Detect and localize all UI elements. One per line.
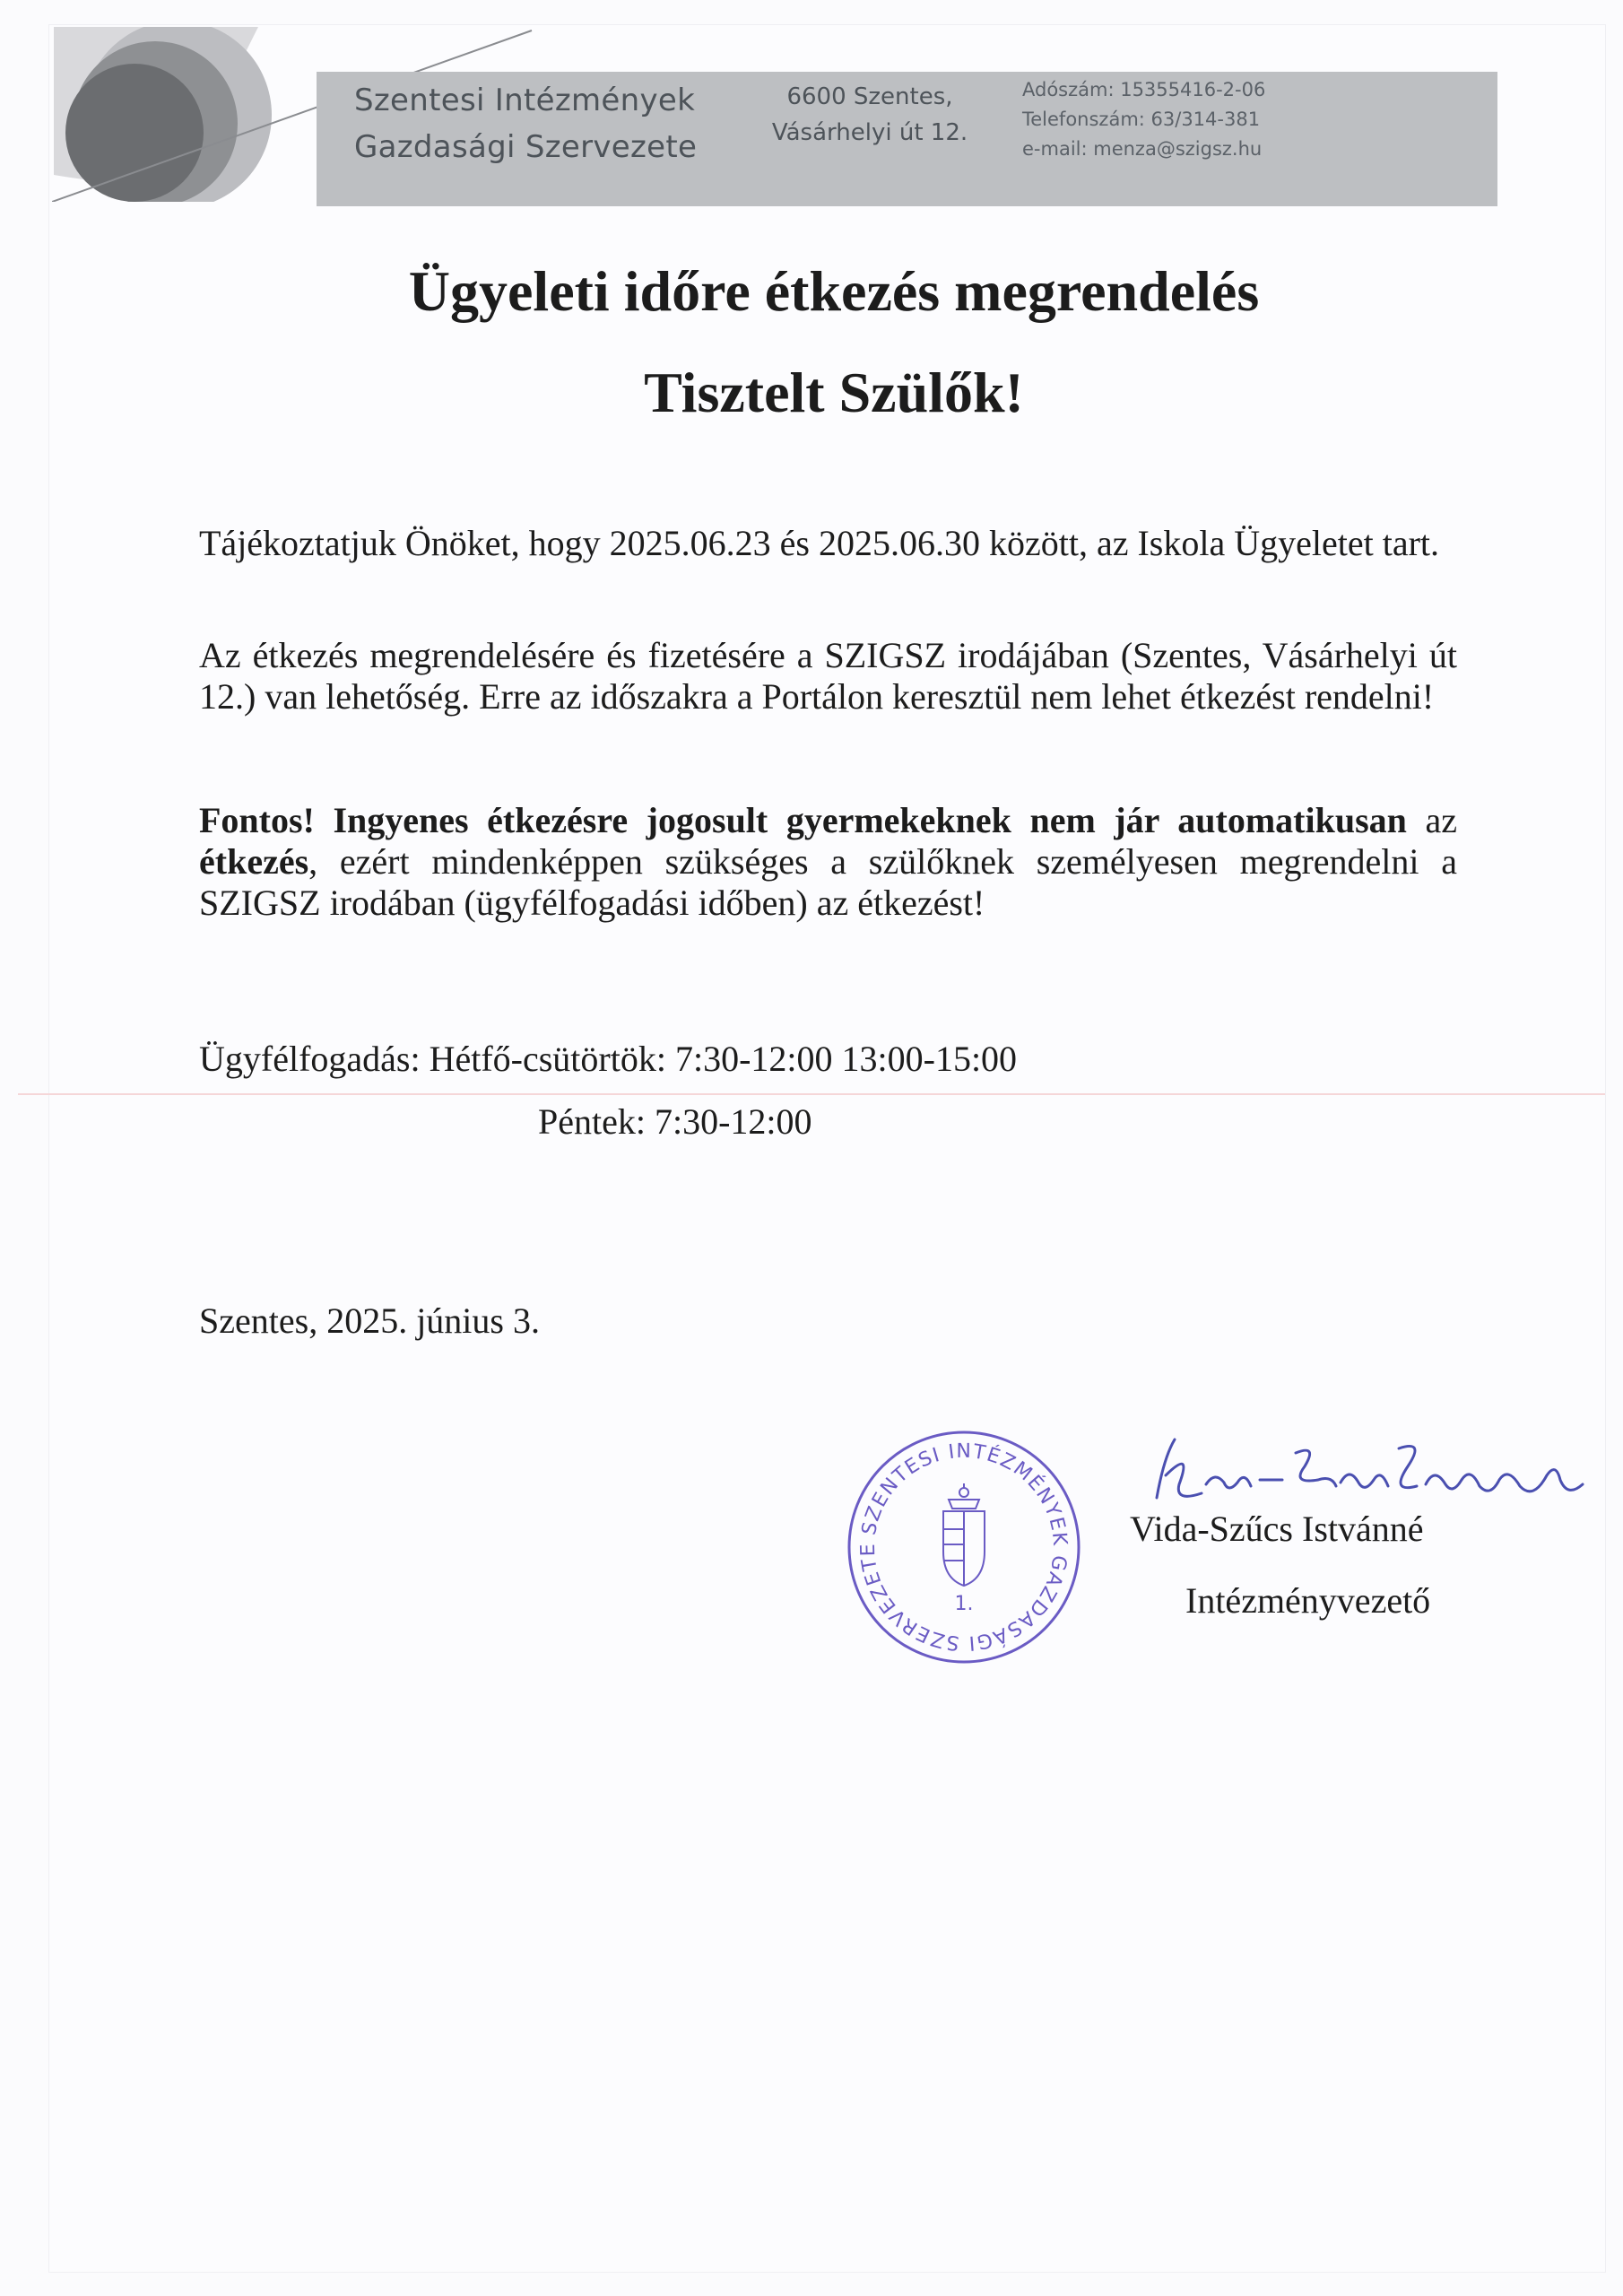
office-hours-weekdays: Ügyfélfogadás: Hétfő-csütörtök: 7:30-12:00 13:00-15:00 [199, 1039, 1018, 1079]
important-notice-bold: Fontos! Ingyenes étkezésre jogosult gyermekeknek nem jár automatikusan [199, 800, 1407, 840]
official-stamp [843, 1426, 1085, 1668]
paragraph-dates: Tájékoztatjuk Önöket, hogy 2025.06.23 és 2025.06.30 között, az Iskola Ügyeletet tart. [199, 523, 1440, 563]
scan-artifact-line [18, 1093, 1605, 1095]
paragraph-ordering: Az étkezés megrendelésére és fizetésére a SZIGSZ irodájában (Szentes, Vásárhelyi út 12.) van lehetőség. Erre az időszakra a Portálon keresztül nem lehet étkezést rendelni! [199, 635, 1457, 717]
organization-name [354, 77, 731, 170]
signer-name: Vida-Szűcs Istvánné [1130, 1509, 1424, 1549]
organization-contact [1022, 75, 1488, 164]
page-title: Ügyeleti időre étkezés megrendelés [408, 259, 1260, 323]
address-line1: 6600 Szentes, [786, 83, 953, 110]
signer-title: Intézményvezető [1185, 1580, 1431, 1621]
important-notice-text-a: az [1406, 800, 1458, 840]
office-hours-friday: Péntek: 7:30-12:00 [538, 1101, 812, 1142]
stamp-number: 1. [954, 1593, 974, 1615]
organization-address [758, 79, 982, 151]
greeting: Tisztelt Szülők! [644, 361, 1024, 424]
tax-number: Adószám: 15355416-2-06 [1022, 79, 1266, 100]
svg-text:SZENTESI INTÉZMÉNYEK GAZDASÁGI: SZENTESI INTÉZMÉNYEK GAZDASÁGI SZERVEZETE [856, 1439, 1072, 1655]
address-line2: Vásárhelyi út 12. [771, 119, 968, 146]
org-name-line1: Szentesi Intézmények [354, 83, 696, 118]
phone-number: Telefonszám: 63/314-381 [1022, 109, 1261, 130]
paragraph-important [199, 800, 1457, 924]
email-address: e-mail: menza@szigsz.hu [1022, 138, 1263, 160]
important-notice-bold2: étkezés [199, 841, 309, 882]
org-name-line2: Gazdasági Szervezete [354, 129, 698, 165]
place-and-date: Szentes, 2025. június 3. [199, 1300, 540, 1341]
important-notice-text-b: , ezért mindenképpen szükséges a szülőknek személyesen megrendelni a SZIGSZ irodában (ügyfélfogadási időben) az étkezést! [199, 841, 1457, 923]
coat-of-arms-icon [943, 1483, 985, 1586]
